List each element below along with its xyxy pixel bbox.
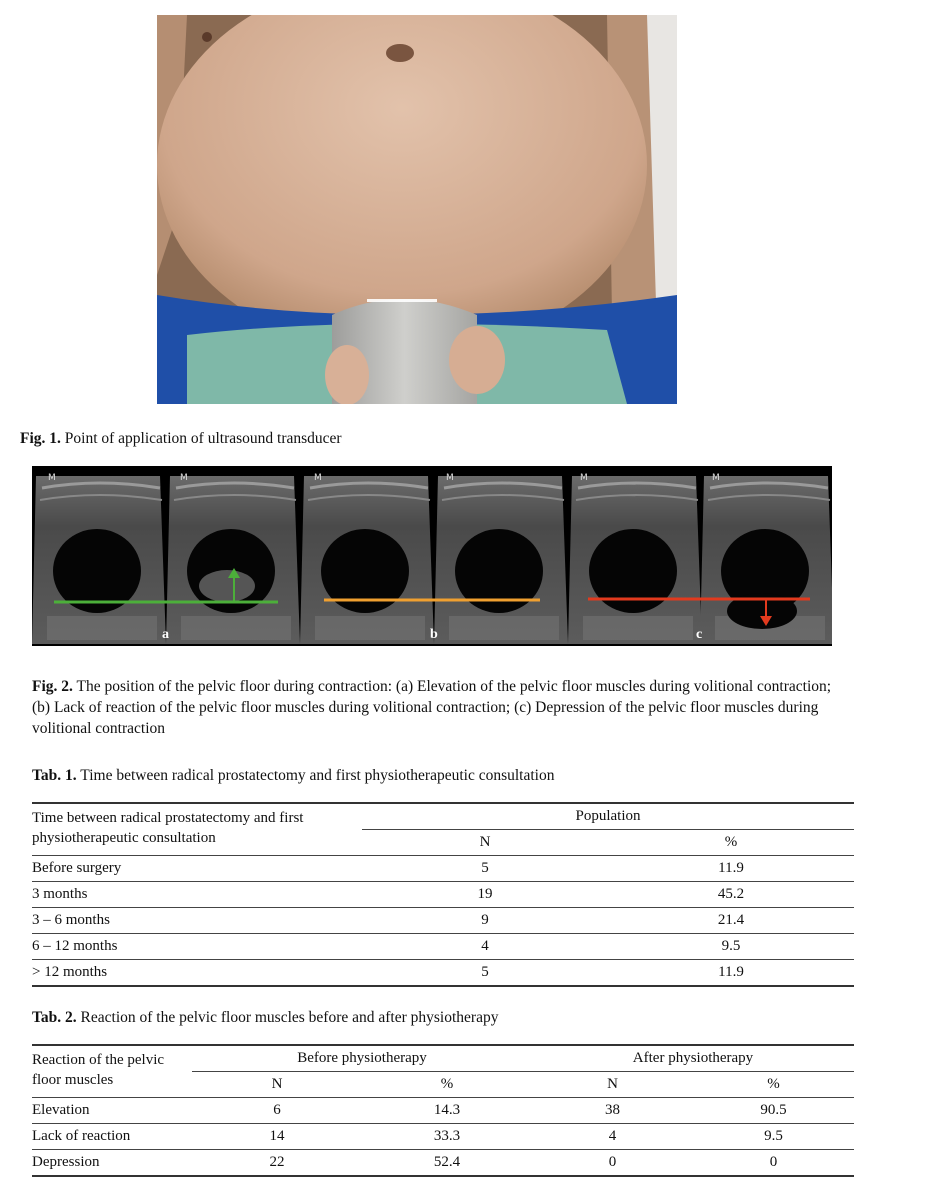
table-1-header-population: Population: [362, 803, 854, 830]
panel-label-c: c: [696, 627, 703, 642]
table-1-row-label: 3 months: [32, 886, 88, 902]
panel-marker-1: M: [48, 473, 56, 483]
table-1-row-label: 6 – 12 months: [32, 938, 118, 954]
table-1-cell-pct: 11.9: [718, 964, 744, 980]
table-2-cell-before-pct: 33.3: [433, 1128, 461, 1144]
panel-label-a: a: [162, 627, 169, 642]
table-row: [32, 1124, 854, 1150]
table-2-subheader-before-pct: %: [440, 1076, 454, 1092]
table-2-label: Tab. 2.: [32, 1009, 77, 1026]
table-1: [32, 802, 854, 987]
table-1-cell-n: 4: [481, 938, 489, 954]
table-1-header-time: Time between radical prostatectomy and first physiotherapeutic consultation: [32, 810, 304, 846]
table-1-subheader-n: N: [479, 834, 491, 850]
table-2-header-reaction: Reaction of the pelvic floor muscles: [32, 1052, 165, 1088]
table-2-cell-after-n: 38: [605, 1102, 620, 1118]
panel-marker-2: M: [180, 473, 188, 483]
table-1-subheader-pct: %: [724, 834, 738, 850]
figure-1-label: Fig. 1.: [20, 430, 61, 447]
table-2-header-before: Before physiotherapy: [192, 1045, 532, 1072]
figure-1-caption-text: Point of application of ultrasound transducer: [64, 430, 342, 447]
table-2-cell-after-pct: 90.5: [760, 1102, 787, 1118]
table-row: [32, 960, 854, 987]
figure-1-caption: [20, 428, 342, 449]
table-2-cell-before-pct: 14.3: [433, 1102, 461, 1118]
table-2-subheader-after-n: N: [607, 1076, 618, 1092]
panel-marker-3: M: [314, 473, 322, 483]
table-2-title-text: Reaction of the pelvic floor muscles before and after physiotherapy: [80, 1009, 499, 1026]
panel-label-b: b: [430, 627, 438, 642]
table-row: [32, 1150, 854, 1177]
figure-2-ultrasound: [32, 466, 832, 646]
table-2-row-label: Lack of reaction: [32, 1128, 131, 1144]
table-2-cell-before-pct: 52.4: [433, 1154, 461, 1170]
table-1-cell-pct: 11.9: [718, 860, 744, 876]
table-1-cell-n: 5: [481, 964, 489, 980]
table-2-cell-before-n: 14: [269, 1128, 285, 1144]
figure-2-caption-text: The position of the pelvic floor during contraction: (a) Elevation of the pelvic floor muscles during volitional contraction; (b) Lack of reaction of the pelvic floor muscles during volitional contraction; (c) Depression of the pelvic floor muscles during volitional contraction: [32, 678, 832, 737]
table-1-row-label: Before surgery: [32, 860, 122, 876]
table-1-title-text: Time between radical prostatectomy and first physiotherapeutic consultation: [80, 767, 555, 784]
table-2-header-after: After physiotherapy: [532, 1045, 854, 1072]
panel-marker-4: M: [446, 473, 454, 483]
table-2-subheader-before-n: N: [271, 1076, 283, 1092]
table-1-cell-n: 5: [481, 860, 489, 876]
table-1-title: [32, 765, 554, 786]
figure-1-photo: [157, 15, 677, 404]
table-1-cell-pct: 45.2: [717, 886, 745, 902]
figure-2-caption: [32, 676, 842, 739]
table-row: [32, 908, 854, 934]
table-1-row-label: > 12 months: [32, 964, 108, 980]
panel-marker-6: M: [712, 473, 720, 483]
table-1-cell-pct: 9.5: [721, 938, 741, 954]
table-row: [32, 1098, 854, 1124]
table-2-cell-before-n: 22: [269, 1154, 285, 1170]
figure-2-label: Fig. 2.: [32, 678, 73, 695]
table-2: [32, 1044, 854, 1177]
table-1-row-label: 3 – 6 months: [32, 912, 110, 928]
table-2-cell-after-pct: 0: [769, 1154, 778, 1170]
table-2-title: [32, 1007, 498, 1028]
table-2-cell-after-n: 4: [608, 1128, 617, 1144]
table-1-cell-n: 19: [477, 886, 493, 902]
table-row: [32, 882, 854, 908]
abdomen-transducer-illustration: [157, 15, 677, 404]
table-2-cell-after-pct: 9.5: [764, 1128, 783, 1144]
panel-marker-5: M: [580, 473, 588, 483]
table-2-cell-before-n: 6: [273, 1102, 281, 1118]
table-2-cell-after-n: 0: [608, 1154, 617, 1170]
table-2-row-label: Depression: [32, 1154, 100, 1170]
table-2-row-label: Elevation: [32, 1102, 90, 1118]
table-1-cell-n: 9: [481, 912, 489, 928]
table-row: [32, 856, 854, 882]
table-1-label: Tab. 1.: [32, 767, 77, 784]
table-row: [32, 934, 854, 960]
table-1-cell-pct: 21.4: [717, 912, 745, 928]
table-2-subheader-after-pct: %: [767, 1076, 780, 1092]
ultrasound-panels: [32, 466, 832, 646]
